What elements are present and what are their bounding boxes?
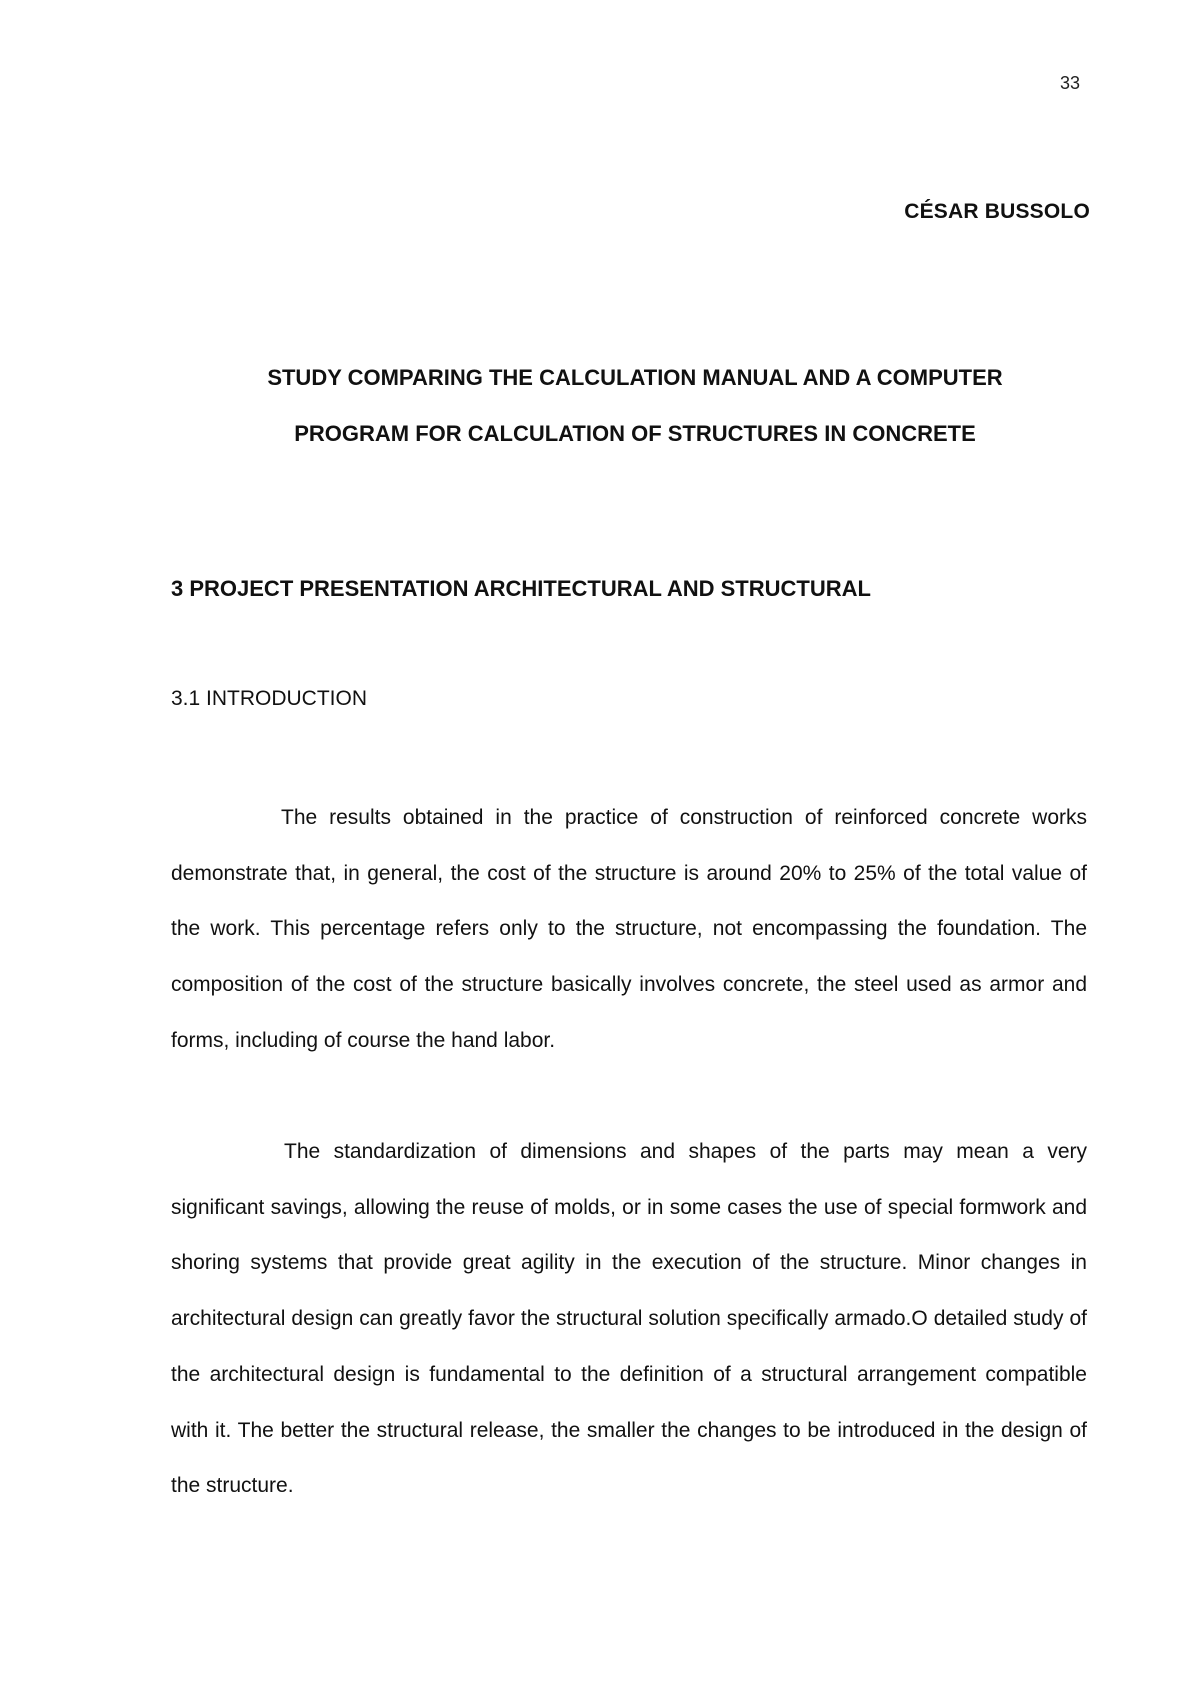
- section-heading: 3.1 INTRODUCTION: [171, 687, 368, 710]
- document-title: [130, 350, 1140, 462]
- author-name: CÉSAR BUSSOLO: [904, 200, 1090, 223]
- title-line-1: STUDY COMPARING THE CALCULATION MANUAL AND A COMPUTER: [267, 365, 1003, 390]
- title-line-2: PROGRAM FOR CALCULATION OF STRUCTURES IN CONCRETE: [294, 421, 976, 446]
- page-number: 33: [1059, 73, 1080, 93]
- body-paragraph-1: The results obtained in the practice of construction of reinforced concrete works demonstrate that, in general, the cost of the structure is around 20% to 25% of the total value of the work. This percentage refers only to the structure, not encompassing the foundation. The composition of the cost of the structure basically involves concrete, the steel used as armor and forms, including of course the hand labor.: [171, 806, 1087, 1052]
- chapter-heading: 3 PROJECT PRESENTATION ARCHITECTURAL AND STRUCTURAL: [171, 576, 871, 601]
- body-paragraph-2: The standardization of dimensions and shapes of the parts may mean a very significant savings, allowing the reuse of molds, or in some cases the use of special formwork and shoring systems that provide great agility in the execution of the structure. Minor changes in architectural design can greatly favor the structural solution specifically armado.O detailed study of the architectural design is fundamental to the definition of a structural arrangement compatible with it. The better the structural release, the smaller the changes to be introduced in the design of the structure.: [171, 1140, 1087, 1498]
